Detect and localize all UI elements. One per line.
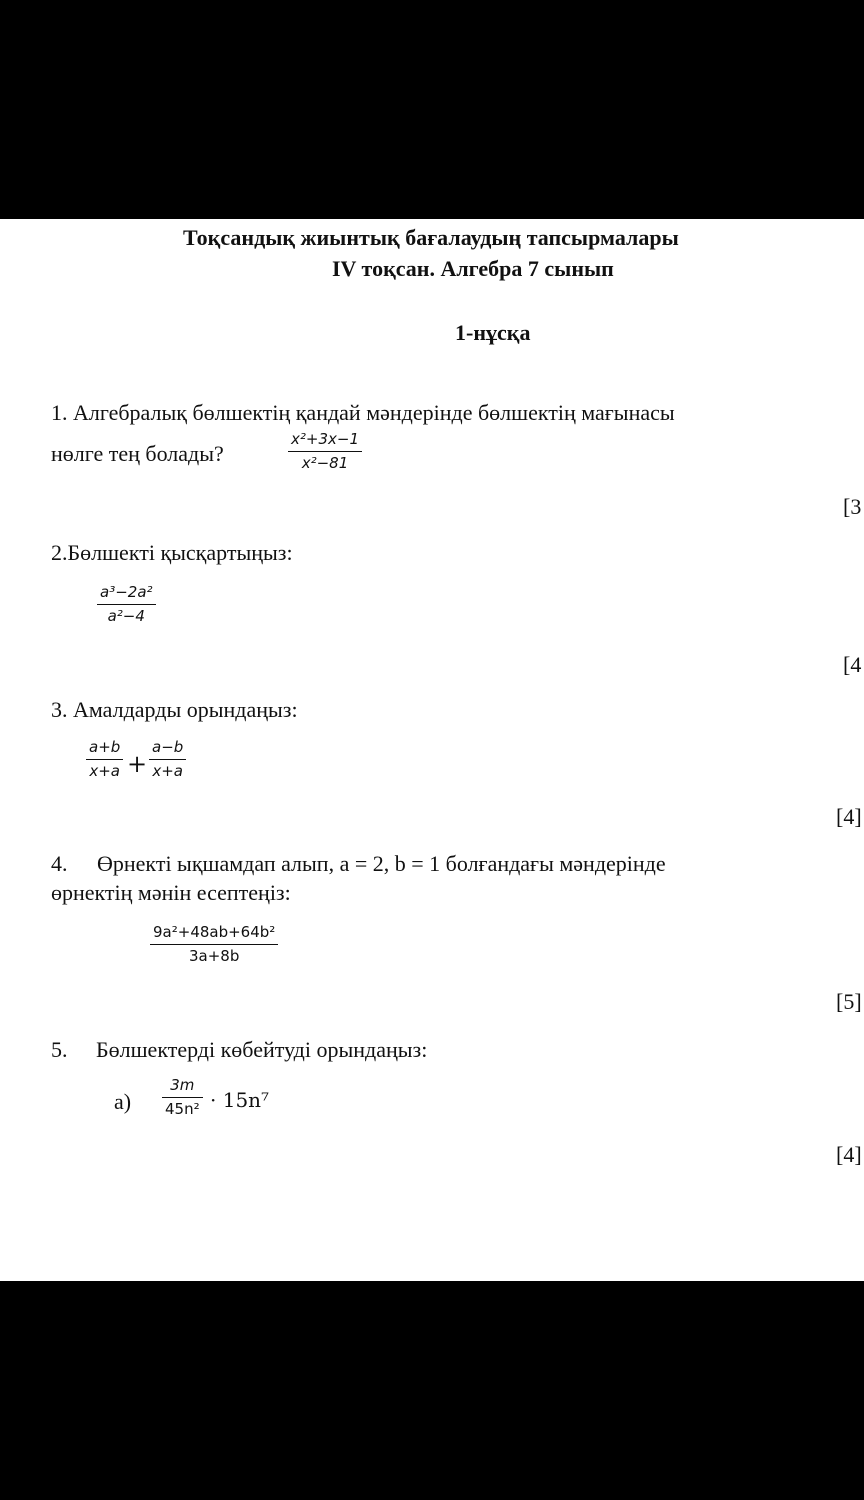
task-2-score: [4	[843, 652, 862, 677]
task-1-text-line2: нөлге тең болады?	[51, 441, 224, 466]
fraction-bar	[162, 1097, 203, 1098]
fraction-denominator: x+a	[152, 762, 183, 781]
document-page	[0, 219, 864, 1281]
task-4-number: 4.	[51, 851, 68, 876]
task-3-fraction-1	[86, 739, 123, 780]
plus-sign: +	[127, 750, 148, 778]
task-5-text: Бөлшектерді көбейтуді орындаңыз:	[96, 1037, 428, 1062]
page-subtitle: IV тоқсан. Алгебра 7 сынып	[332, 256, 614, 281]
task-1-text: 1. Алгебралық бөлшектің қандай мәндерінде бөлшектің мағынасы	[51, 400, 675, 425]
variant-label: 1-нұсқа	[455, 320, 531, 345]
multiply-term: · 15n⁷	[210, 1088, 270, 1112]
task-5-item-label: а)	[114, 1089, 132, 1114]
fraction-bar	[150, 944, 278, 945]
task-2-text: 2.Бөлшекті қысқартыңыз:	[51, 540, 293, 565]
fraction-bar	[97, 604, 156, 605]
task-1-fraction	[288, 431, 362, 472]
fraction-denominator: a²−4	[107, 607, 145, 626]
task-3-fraction-2	[149, 739, 186, 780]
fraction-numerator: a−b	[152, 738, 184, 756]
fraction-numerator: x²+3x−1	[291, 430, 359, 448]
task-5-number: 5.	[51, 1037, 68, 1062]
task-4-text-line2: өрнектің мәнін есептеңіз:	[51, 880, 291, 905]
task-4-fraction	[150, 924, 278, 965]
fraction-numerator: 9a²+48ab+64b²	[153, 923, 276, 941]
task-1-score: [3	[843, 494, 862, 519]
fraction-numerator: 3m	[170, 1076, 195, 1094]
fraction-bar	[86, 759, 123, 760]
fraction-numerator: a+b	[89, 738, 121, 756]
task-4-score: [5]	[836, 989, 862, 1014]
task-5-score: [4]	[836, 1142, 862, 1167]
fraction-denominator: x+a	[89, 762, 120, 781]
fraction-bar	[288, 451, 362, 452]
fraction-bar	[149, 759, 186, 760]
fraction-numerator: a³−2a²	[100, 583, 153, 601]
task-3-text: 3. Амалдарды орындаңыз:	[51, 697, 298, 722]
fraction-denominator: 3a+8b	[188, 947, 240, 966]
page-title: Тоқсандық жиынтық бағалаудың тапсырмалары	[183, 225, 679, 250]
task-4-text: Өрнекті ықшамдап алып, a = 2, b = 1 болғандағы мәндерінде	[97, 851, 666, 876]
fraction-denominator: x²−81	[301, 454, 349, 473]
task-3-score: [4]	[836, 804, 862, 829]
task-2-fraction	[97, 584, 156, 625]
fraction-denominator: 45n²	[165, 1100, 200, 1119]
task-5-fraction	[162, 1077, 203, 1118]
